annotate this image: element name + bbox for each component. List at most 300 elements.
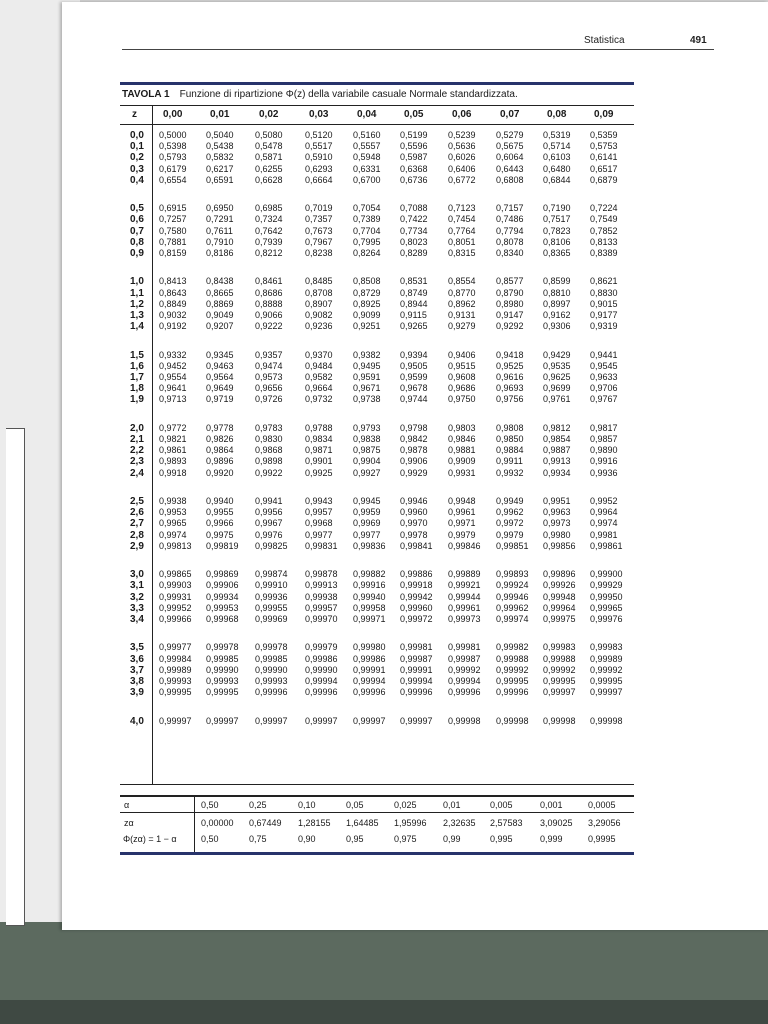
table-cell: 0,99831 [305, 540, 338, 551]
table-cell: 0,8997 [543, 298, 571, 309]
table-cell: 0,9515 [448, 360, 476, 371]
table-cell: 0,9961 [448, 507, 476, 518]
table-cell: 0,8577 [496, 276, 524, 287]
table-cell: 0,9977 [353, 529, 381, 540]
table-cell: 0,5832 [206, 152, 234, 163]
table-cell: 0,9875 [353, 445, 381, 456]
alpha-value: 0,005 [490, 800, 513, 810]
table-cell: 0,9962 [496, 507, 524, 518]
table-cell: 0,9394 [400, 349, 428, 360]
table-cell: 0,99997 [255, 715, 288, 726]
table-cell: 0,9943 [305, 496, 333, 506]
z-row-label: 2,8 [130, 529, 144, 541]
z-row-label: 3,0 [130, 569, 144, 581]
table-cell: 0,99994 [353, 676, 386, 687]
table-cell: 0,99896 [543, 569, 576, 580]
table-cell: 0,6628 [255, 174, 283, 185]
table-cell: 0,7764 [448, 225, 476, 236]
table-cell: 0,9131 [448, 310, 476, 321]
table-bottom-rule [120, 784, 634, 785]
table-cell: 0,99965 [590, 602, 623, 613]
table-cell: 0,9582 [305, 372, 333, 383]
z-alpha-value: 1,64485 [346, 818, 379, 828]
table-cell: 0,99813 [159, 540, 192, 551]
table-cell: 0,8962 [448, 298, 476, 309]
table-cell: 0,99993 [206, 676, 239, 687]
table-cell: 0,9938 [159, 496, 187, 506]
table-cell: 0,9265 [400, 321, 428, 332]
table-cell: 0,99996 [255, 687, 288, 698]
table-cell: 0,9974 [159, 529, 187, 540]
table-cell: 0,99936 [255, 591, 288, 602]
table-cell: 0,6331 [353, 163, 381, 174]
table-cell: 0,99996 [305, 687, 338, 698]
table-cell: 0,99998 [448, 715, 481, 726]
table-cell: 0,7054 [353, 203, 381, 214]
table-cell: 0,9868 [255, 445, 283, 456]
table-cell: 0,9292 [496, 321, 524, 332]
table-cell: 0,99997 [353, 715, 386, 726]
table-cell: 0,5478 [255, 141, 283, 152]
table-cell: 0,7939 [255, 236, 283, 247]
table-cell: 0,9850 [496, 434, 524, 445]
table-cell: 0,6844 [543, 174, 571, 185]
table-cell: 0,8212 [255, 248, 283, 259]
table-cell: 0,7088 [400, 203, 428, 214]
z-row-label: 0,2 [130, 152, 144, 164]
table-cell: 0,99893 [496, 569, 529, 580]
table-cell: 0,9625 [543, 372, 571, 383]
z-row-label: 3,5 [130, 642, 144, 654]
table-cell: 0,9633 [590, 372, 618, 383]
table-cell: 0,9838 [353, 434, 381, 445]
table-cell: 0,7324 [255, 214, 283, 225]
table-cell: 0,9808 [496, 422, 524, 433]
phi-z-alpha-value: 0,50 [201, 834, 219, 844]
table-cell: 0,7580 [159, 225, 187, 236]
table-cell: 0,99851 [496, 540, 529, 551]
table-cell: 0,99918 [400, 580, 433, 591]
table-cell: 0,99861 [590, 540, 623, 551]
table-cell: 0,9793 [353, 422, 381, 433]
z-alpha-value: 3,09025 [540, 818, 573, 828]
table-cell: 0,8790 [496, 287, 524, 298]
table-cell: 0,6879 [590, 174, 618, 185]
table-cell: 0,7823 [543, 225, 571, 236]
table-cell: 0,5398 [159, 141, 187, 152]
z-row-label: 0,7 [130, 225, 144, 237]
table-cell: 0,9616 [496, 372, 524, 383]
table-cell: 0,9890 [590, 445, 618, 456]
table-cell: 0,99946 [496, 591, 529, 602]
table-cell: 0,9952 [590, 496, 618, 506]
table-cell: 0,7734 [400, 225, 428, 236]
table-cell: 0,7486 [496, 214, 524, 225]
table-cell: 0,8315 [448, 248, 476, 259]
table-cell: 0,9525 [496, 360, 524, 371]
table-cell: 0,5438 [206, 141, 234, 152]
table-caption [122, 89, 518, 100]
table-cell: 0,5910 [305, 152, 333, 163]
table-cell: 0,8770 [448, 287, 476, 298]
table-cell: 0,9783 [255, 422, 283, 433]
table-cell: 0,8133 [590, 236, 618, 247]
table-cell: 0,9656 [255, 383, 283, 394]
table-cell: 0,9649 [206, 383, 234, 394]
z-row-label: 2,0 [130, 422, 144, 434]
table-cell: 0,5987 [400, 152, 428, 163]
table-cell: 0,6443 [496, 163, 524, 174]
z-row-label: 2,4 [130, 467, 144, 479]
table-cell: 0,99997 [543, 687, 576, 698]
z-row-label: 3,3 [130, 602, 144, 614]
table-cell: 0,9830 [255, 434, 283, 445]
table-cell: 0,5517 [305, 141, 333, 152]
table-cell: 0,9965 [159, 518, 187, 529]
table-cell: 0,9756 [496, 394, 524, 405]
table-cell: 0,99990 [305, 664, 338, 675]
z-row-label: 1,8 [130, 383, 144, 395]
table-cell: 0,9957 [305, 507, 333, 518]
table-cell: 0,7422 [400, 214, 428, 225]
table-cell: 0,5557 [353, 141, 381, 152]
table-cell: 0,99964 [543, 602, 576, 613]
z-row-label: 2,1 [130, 434, 144, 446]
table-cell: 0,9463 [206, 360, 234, 371]
table-cell: 0,99819 [206, 540, 239, 551]
table-cell: 0,9974 [590, 518, 618, 529]
table-cell: 0,99997 [400, 715, 433, 726]
table-cell: 0,9960 [400, 507, 428, 518]
table-cell: 0,7517 [543, 214, 571, 225]
table-cell: 0,99975 [543, 614, 576, 625]
table-cell: 0,6950 [206, 203, 234, 214]
table-cell: 0,99995 [206, 687, 239, 698]
table-cell: 0,99934 [206, 591, 239, 602]
table-cell: 0,8665 [206, 287, 234, 298]
corner-z-label: z [132, 109, 137, 120]
table-cell: 0,9976 [255, 529, 283, 540]
table-cell: 0,99865 [159, 569, 192, 580]
table-cell: 0,9969 [353, 518, 381, 529]
table-cell: 0,99997 [159, 715, 192, 726]
table-cell: 0,99973 [448, 614, 481, 625]
table-cell: 0,99991 [353, 664, 386, 675]
table-cell: 0,99996 [400, 687, 433, 698]
table-cell: 0,6103 [543, 152, 571, 163]
table-cell: 0,6985 [255, 203, 283, 214]
table-caption-text: Funzione di ripartizione Φ(z) della variabile casuale Normale standardizzata. [179, 89, 518, 100]
table-cell: 0,99997 [590, 687, 623, 698]
table-cell: 0,8238 [305, 248, 333, 259]
phi-z-alpha-value: 0,995 [490, 834, 513, 844]
column-header: 0,01 [210, 109, 230, 120]
table-cell: 0,9177 [590, 310, 618, 321]
table-cell: 0,7881 [159, 236, 187, 247]
z-alpha-value: 0,67449 [249, 818, 282, 828]
table-cell: 0,8159 [159, 248, 187, 259]
z-alpha-value: 2,32635 [443, 818, 476, 828]
table-cell: 0,9429 [543, 349, 571, 360]
table-cell: 0,9082 [305, 310, 333, 321]
table-cell: 0,9967 [255, 518, 283, 529]
table-cell: 0,9834 [305, 434, 333, 445]
phi-z-alpha-value: 0,9995 [588, 834, 616, 844]
z-row-label: 1,6 [130, 360, 144, 372]
table-cell: 0,9941 [255, 496, 283, 506]
table-cell: 0,99995 [159, 687, 192, 698]
table-cell: 0,99995 [543, 676, 576, 687]
underlying-page-edge [6, 428, 25, 926]
table-cell: 0,99942 [400, 591, 433, 602]
table-cell: 0,9909 [448, 456, 476, 467]
table-cell: 0,99913 [305, 580, 338, 591]
alpha-table-top-rule [120, 795, 634, 797]
table-cell: 0,99978 [255, 642, 288, 653]
table-cell: 0,99986 [305, 653, 338, 664]
table-cell: 0,99900 [590, 569, 623, 580]
table-cell: 0,9452 [159, 360, 187, 371]
table-cell: 0,7910 [206, 236, 234, 247]
running-head-section: Statistica [584, 35, 625, 46]
table-cell: 0,7190 [543, 203, 571, 214]
table-cell: 0,8078 [496, 236, 524, 247]
table-cell: 0,9934 [543, 467, 571, 478]
table-cell: 0,5239 [448, 130, 476, 140]
z-alpha-value: 2,57583 [490, 818, 523, 828]
table-cell: 0,8051 [448, 236, 476, 247]
table-cell: 0,9955 [206, 507, 234, 518]
table-cell: 0,9418 [496, 349, 524, 360]
table-cell: 0,8264 [353, 248, 381, 259]
table-cell: 0,9484 [305, 360, 333, 371]
table-cell: 0,6480 [543, 163, 571, 174]
table-cell: 0,9970 [400, 518, 428, 529]
table-cell: 0,99992 [448, 664, 481, 675]
table-top-blue-rule [120, 82, 634, 85]
table-cell: 0,99903 [159, 580, 192, 591]
table-cell: 0,99882 [353, 569, 386, 580]
table-cell: 0,99910 [255, 580, 288, 591]
table-cell: 0,8485 [305, 276, 333, 287]
table-cell: 0,9319 [590, 321, 618, 332]
table-cell: 0,9803 [448, 422, 476, 433]
z-row-label: 1,3 [130, 310, 144, 322]
table-cell: 0,99980 [353, 642, 386, 653]
table-cell: 0,99976 [590, 614, 623, 625]
table-cell: 0,9306 [543, 321, 571, 332]
z-alpha-value: 1,28155 [298, 818, 331, 828]
table-cell: 0,8389 [590, 248, 618, 259]
table-cell: 0,6064 [496, 152, 524, 163]
table-cell: 0,99966 [159, 614, 192, 625]
z-row-label: 0,5 [130, 203, 144, 215]
table-cell: 0,99997 [305, 715, 338, 726]
table-cell: 0,9821 [159, 434, 187, 445]
column-header: 0,03 [309, 109, 329, 120]
phi-z-alpha-value: 0,975 [394, 834, 417, 844]
table-cell: 0,9732 [305, 394, 333, 405]
z-row-label: 0,6 [130, 214, 144, 226]
table-cell: 0,9699 [543, 383, 571, 394]
table-cell: 0,8686 [255, 287, 283, 298]
table-cell: 0,99926 [543, 580, 576, 591]
table-cell: 0,9535 [543, 360, 571, 371]
table-cell: 0,9916 [590, 456, 618, 467]
alpha-table-row-label: α [124, 800, 130, 810]
table-cell: 0,99952 [159, 602, 192, 613]
table-cell: 0,9971 [448, 518, 476, 529]
table-cell: 0,9693 [496, 383, 524, 394]
table-cell: 0,99996 [496, 687, 529, 698]
z-row-label: 4,0 [130, 715, 144, 727]
table-cell: 0,99985 [255, 653, 288, 664]
table-cell: 0,9929 [400, 467, 428, 478]
table-cell: 0,99929 [590, 580, 623, 591]
table-cell: 0,9761 [543, 394, 571, 405]
table-cell: 0,9973 [543, 518, 571, 529]
table-cell: 0,9505 [400, 360, 428, 371]
alpha-value: 0,001 [540, 800, 563, 810]
table-cell: 0,99985 [206, 653, 239, 664]
table-cell: 0,9357 [255, 349, 283, 360]
table-cell: 0,6255 [255, 163, 283, 174]
table-cell: 0,9842 [400, 434, 428, 445]
table-cell: 0,9591 [353, 372, 381, 383]
table-cell: 0,99984 [159, 653, 192, 664]
table-cell: 0,9978 [400, 529, 428, 540]
table-cell: 0,9946 [400, 496, 428, 506]
table-cell: 0,99987 [448, 653, 481, 664]
table-cell: 0,8849 [159, 298, 187, 309]
table-cell: 0,9975 [206, 529, 234, 540]
table-cell: 0,9940 [206, 496, 234, 506]
table-cell: 0,7642 [255, 225, 283, 236]
alpha-label-divider [194, 797, 195, 852]
table-cell: 0,99992 [496, 664, 529, 675]
table-cell: 0,9192 [159, 321, 187, 332]
table-cell: 0,9345 [206, 349, 234, 360]
table-cell: 0,6293 [305, 163, 333, 174]
table-cell: 0,5753 [590, 141, 618, 152]
header-rule-bottom [120, 124, 634, 125]
table-cell: 0,9767 [590, 394, 618, 405]
alpha-value: 0,05 [346, 800, 364, 810]
table-cell: 0,9927 [353, 467, 381, 478]
table-cell: 0,9887 [543, 445, 571, 456]
alpha-row-divider [120, 812, 634, 813]
table-cell: 0,99961 [448, 602, 481, 613]
table-cell: 0,99995 [590, 676, 623, 687]
table-cell: 0,5319 [543, 130, 571, 140]
table-cell: 0,8531 [400, 276, 428, 287]
table-cell: 0,5948 [353, 152, 381, 163]
table-cell: 0,9826 [206, 434, 234, 445]
table-cell: 0,9664 [305, 383, 333, 394]
table-cell: 0,6808 [496, 174, 524, 185]
phi-z-alpha-value: 0,95 [346, 834, 364, 844]
table-cell: 0,99957 [305, 602, 338, 613]
z-row-label: 3,2 [130, 591, 144, 603]
table-cell: 0,6368 [400, 163, 428, 174]
table-cell: 0,9904 [353, 456, 381, 467]
table-cell: 0,9854 [543, 434, 571, 445]
table-cell: 0,5675 [496, 141, 524, 152]
table-cell: 0,6217 [206, 163, 234, 174]
table-cell: 0,99916 [353, 580, 386, 591]
z-row-label: 2,3 [130, 456, 144, 468]
table-cell: 0,9115 [400, 310, 427, 321]
phi-z-alpha-value: 0,90 [298, 834, 316, 844]
table-cell: 0,99987 [400, 653, 433, 664]
table-cell: 0,9798 [400, 422, 428, 433]
table-cell: 0,9554 [159, 372, 187, 383]
table-cell: 0,5000 [159, 130, 187, 140]
table-cell: 0,9788 [305, 422, 333, 433]
table-cell: 0,9812 [543, 422, 571, 433]
table-cell: 0,9871 [305, 445, 333, 456]
table-cell: 0,9893 [159, 456, 187, 467]
column-header: 0,07 [500, 109, 520, 120]
table-cell: 0,9817 [590, 422, 618, 433]
table-cell: 0,99886 [400, 569, 433, 580]
table-cell: 0,7454 [448, 214, 476, 225]
column-header: 0,04 [357, 109, 377, 120]
table-cell: 0,9881 [448, 445, 476, 456]
table-cell: 0,8944 [400, 298, 428, 309]
table-cell: 0,99846 [448, 540, 481, 551]
table-cell: 0,5279 [496, 130, 524, 140]
table-cell: 0,9925 [305, 467, 333, 478]
table-cell: 0,8708 [305, 287, 333, 298]
table-cell: 0,6026 [448, 152, 476, 163]
table-cell: 0,9778 [206, 422, 234, 433]
z-row-label: 1,2 [130, 298, 144, 310]
table-cell: 0,9857 [590, 434, 618, 445]
table-cell: 0,7291 [206, 214, 234, 225]
table-cell: 0,99889 [448, 569, 481, 580]
table-cell: 0,9981 [590, 529, 618, 540]
table-cell: 0,9918 [159, 467, 187, 478]
table-cell: 0,99994 [305, 676, 338, 687]
table-cell: 0,9279 [448, 321, 476, 332]
table-cell: 0,99998 [590, 715, 623, 726]
table-cell: 0,99969 [255, 614, 288, 625]
table-cell: 0,7995 [353, 236, 381, 247]
table-cell: 0,5636 [448, 141, 476, 152]
table-cell: 0,9846 [448, 434, 476, 445]
table-cell: 0,9964 [590, 507, 618, 518]
table-cell: 0,8413 [159, 276, 187, 287]
table-cell: 0,99968 [206, 614, 239, 625]
table-cell: 0,99995 [496, 676, 529, 687]
table-cell: 0,99993 [255, 676, 288, 687]
table-cell: 0,99993 [159, 676, 192, 687]
table-cell: 0,9901 [305, 456, 333, 467]
column-header: 0,06 [452, 109, 472, 120]
table-cell: 0,99990 [206, 664, 239, 675]
table-cell: 0,9049 [206, 310, 234, 321]
table-cell: 0,99982 [496, 642, 529, 653]
table-cell: 0,5160 [353, 130, 381, 140]
z-row-label: 2,6 [130, 507, 144, 519]
column-header: 0,05 [404, 109, 424, 120]
table-cell: 0,8621 [590, 276, 618, 287]
table-cell: 0,8438 [206, 276, 234, 287]
table-cell: 0,9573 [255, 372, 283, 383]
table-cell: 0,7019 [305, 203, 333, 214]
table-cell: 0,99944 [448, 591, 481, 602]
